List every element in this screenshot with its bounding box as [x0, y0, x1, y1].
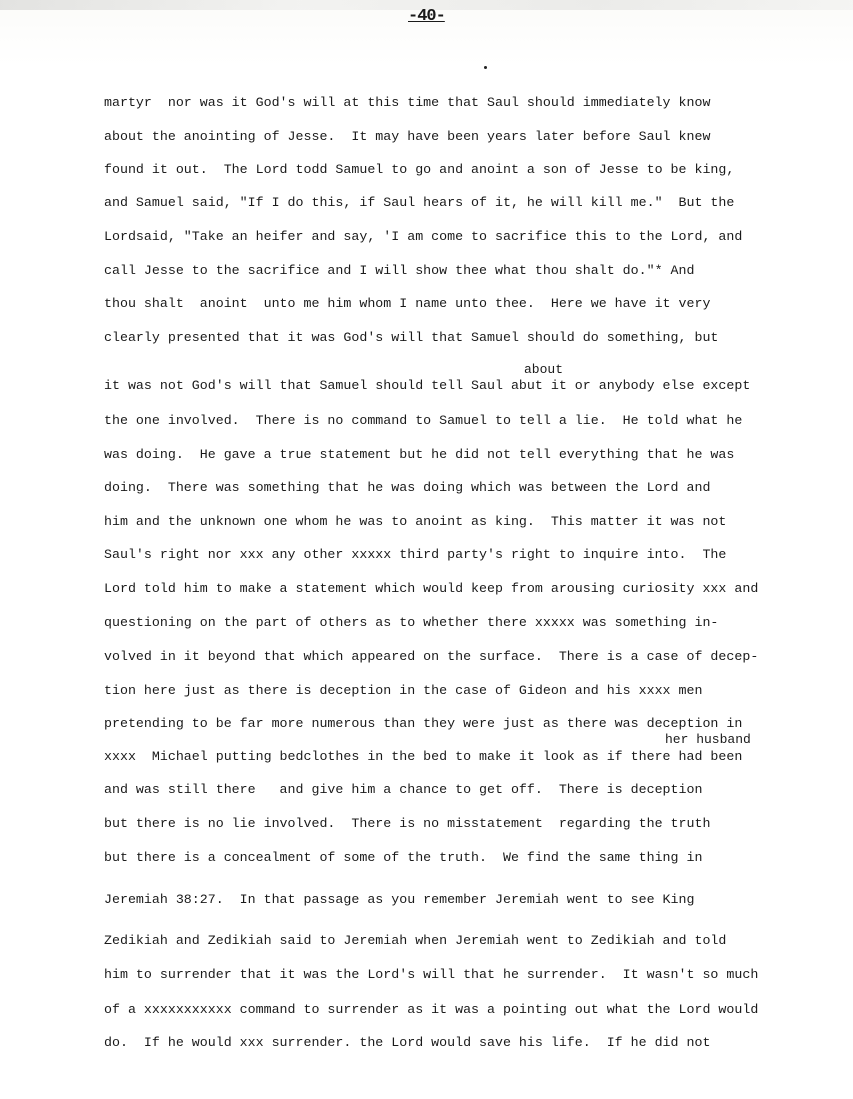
page-number: -40-	[408, 7, 445, 26]
text-line: but there is no lie involved. There is no misstatement regarding the truth	[104, 816, 711, 831]
text-line: found it out. The Lord todd Samuel to go and anoint a son of Jesse to be king,	[104, 162, 735, 177]
text-line: thou shalt anoint unto me him whom I name unto thee. Here we have it very	[104, 296, 711, 311]
text-line: tion here just as there is deception in the case of Gideon and his xxxx men	[104, 683, 703, 698]
text-line: and Samuel said, "If I do this, if Saul hears of it, he will kill me." But the	[104, 195, 735, 210]
text-line: Lordsaid, "Take an heifer and say, 'I am come to sacrifice this to the Lord, and	[104, 229, 743, 244]
text-line: doing. There was something that he was doing which was between the Lord and	[104, 480, 711, 495]
text-line: about the anointing of Jesse. It may have been years later before Saul knew	[104, 129, 711, 144]
text-line: clearly presented that it was God's will that Samuel should do something, but	[104, 330, 719, 345]
text-line: xxxx Michael putting bedclothes in the bed to make it look as if there had been	[104, 749, 743, 764]
text-line: Zedikiah and Zedikiah said to Jeremiah when Jeremiah went to Zedikiah and told	[104, 933, 727, 948]
text-line: Lord told him to make a statement which would keep from arousing curiosity xxx and	[104, 581, 759, 596]
text-line: him to surrender that it was the Lord's will that he surrender. It wasn't so much	[104, 967, 759, 982]
text-line: Jeremiah 38:27. In that passage as you remember Jeremiah went to see King	[104, 892, 695, 907]
interlinear-insertion: about	[524, 362, 564, 377]
text-line: him and the unknown one whom he was to anoint as king. This matter it was not	[104, 514, 727, 529]
text-line: call Jesse to the sacrifice and I will show thee what thou shalt do."* And	[104, 263, 695, 278]
text-line: but there is a concealment of some of the truth. We find the same thing in	[104, 850, 703, 865]
ink-speck	[484, 66, 487, 69]
text-line: Saul's right nor xxx any other xxxxx third party's right to inquire into. The	[104, 547, 727, 562]
interlinear-insertion: her husband	[665, 732, 751, 747]
text-line: do. If he would xxx surrender. the Lord would save his life. If he did not	[104, 1035, 711, 1050]
text-line: questioning on the part of others as to whether there xxxxx was something in-	[104, 615, 719, 630]
text-line: martyr nor was it God's will at this time that Saul should immediately know	[104, 95, 711, 110]
text-line: it was not God's will that Samuel should tell Saul abut it or anybody else except	[104, 378, 751, 393]
text-line: pretending to be far more numerous than they were just as there was deception in	[104, 716, 743, 731]
text-line: volved in it beyond that which appeared on the surface. There is a case of decep-	[104, 649, 759, 664]
text-line: the one involved. There is no command to Samuel to tell a lie. He told what he	[104, 413, 743, 428]
text-line: and was still there and give him a chance to get off. There is deception	[104, 782, 703, 797]
text-line: was doing. He gave a true statement but he did not tell everything that he was	[104, 447, 735, 462]
text-line: of a xxxxxxxxxxx command to surrender as it was a pointing out what the Lord would	[104, 1002, 759, 1017]
